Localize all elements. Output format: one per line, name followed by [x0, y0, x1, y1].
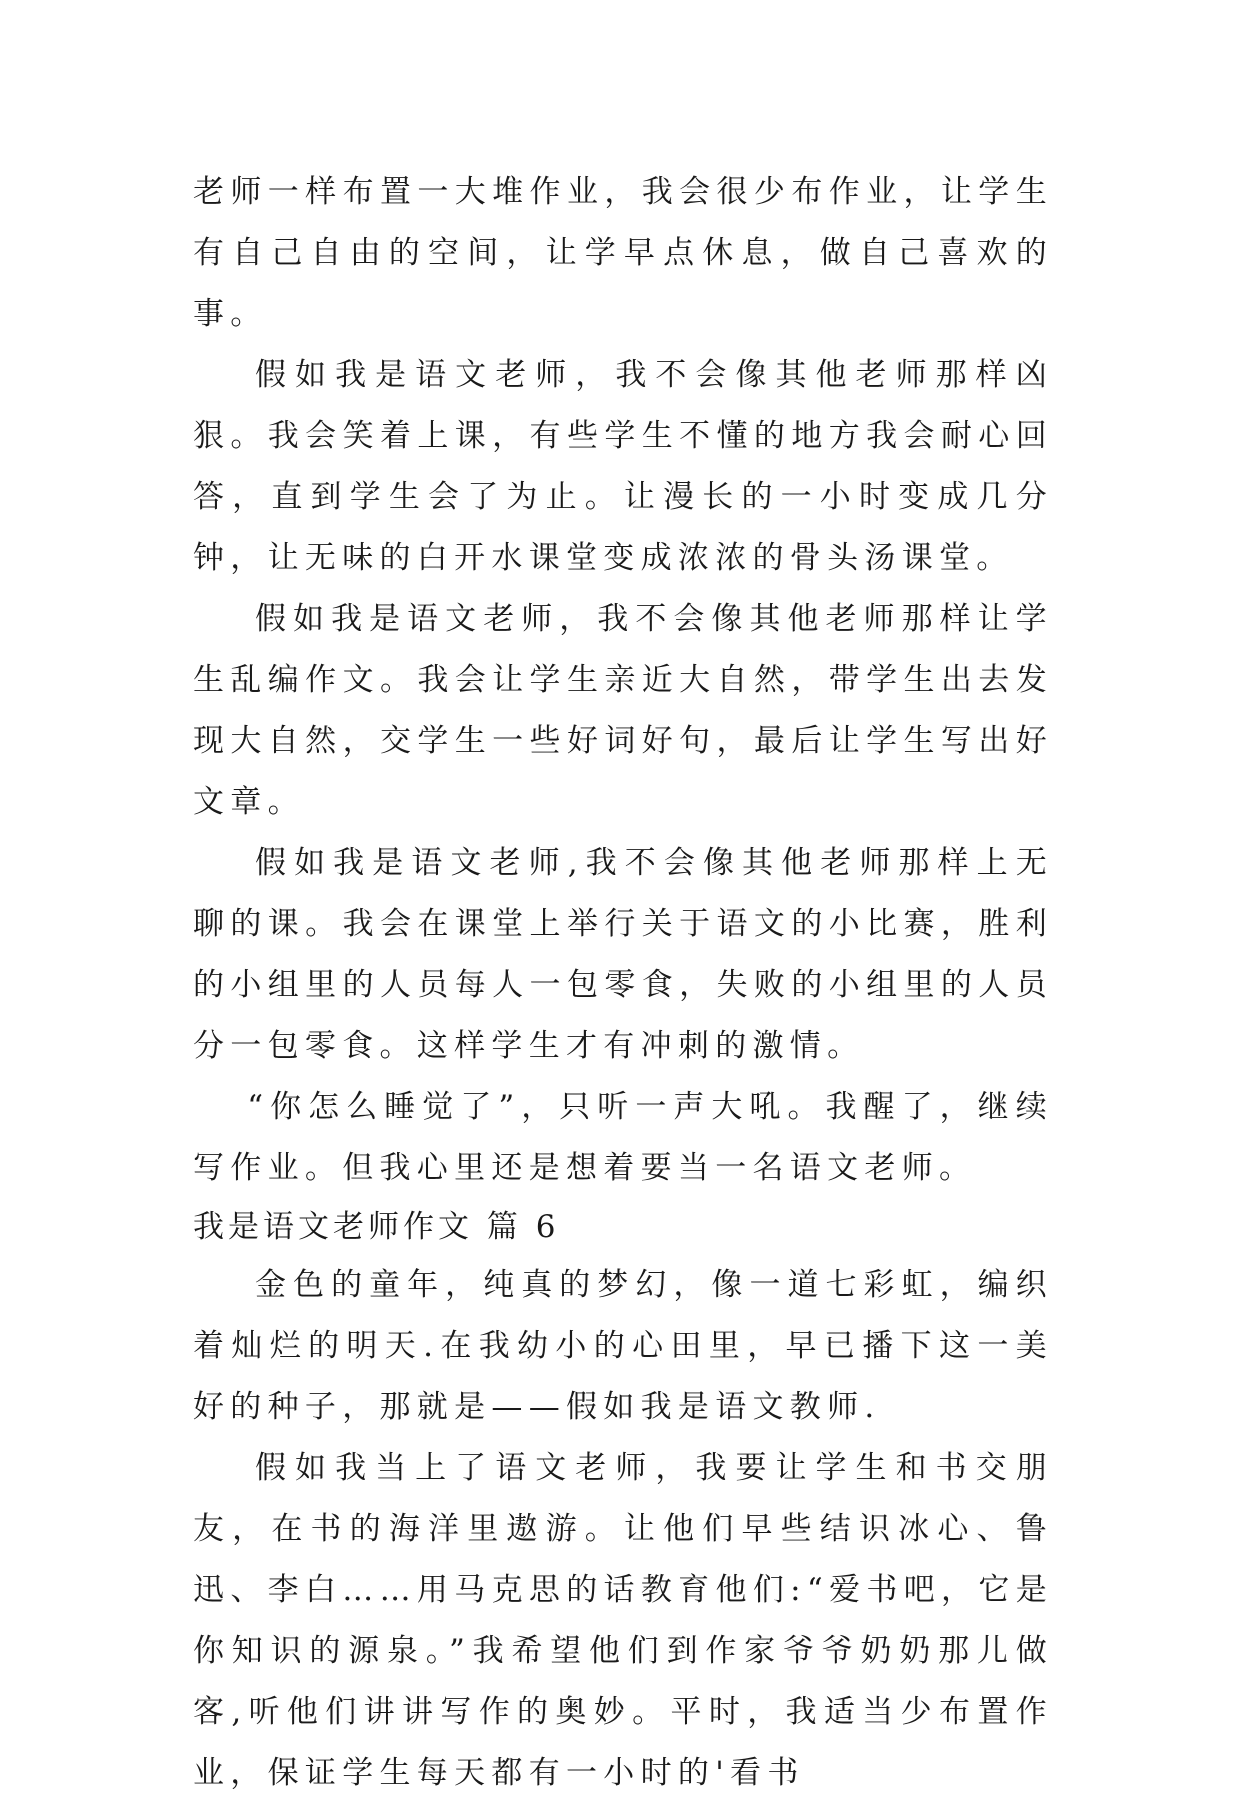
section-heading: 我是语文老师作文 篇 6	[193, 1209, 560, 1245]
paragraph-continuation: 老师一样布置一大堆作业，我会很少布作业，让学生有自己自由的空间，让学早点休息，做自己喜欢的事。	[193, 174, 1053, 332]
paragraph-waking-up: “你怎么睡觉了”，只听一声大吼。我醒了，继续写作业。但我心里还是想着要当一名语文老师。	[193, 1089, 1053, 1186]
paragraph-golden-childhood: 金色的童年，纯真的梦幻，像一道七彩虹，编织着灿烂的明天.在我幼小的心田里，早已播下这一美好的种子，那就是——假如我是语文教师.	[193, 1267, 1053, 1425]
paragraph-chinese-teacher-smiling: 假如我是语文老师，我不会像其他老师那样凶狠。我会笑着上课，有些学生不懂的地方我会耐心回答，直到学生会了为止。让漫长的一小时变成几分钟，让无味的白开水课堂变成浓浓的骨头汤课堂。	[193, 357, 1053, 576]
document-body	[193, 162, 1053, 1804]
paragraph-books-friends: 假如我当上了语文老师，我要让学生和书交朋友，在书的海洋里遨游。让他们早些结识冰心、鲁迅、李白……用马克思的话教育他们:“爱书吧，它是你知识的源泉。”我希望他们到作家爷爷奶奶那儿做客,听他们讲讲写作的奥妙。平时，我适当少布置作业，保证学生每天都有一小时的'看书	[193, 1450, 1053, 1791]
paragraph-chinese-teacher-contest: 假如我是语文老师,我不会像其他老师那样上无聊的课。我会在课堂上举行关于语文的小比赛，胜利的小组里的人员每人一包零食，失败的小组里的人员分一包零食。这样学生才有冲刺的激情。	[193, 845, 1053, 1064]
paragraph-chinese-teacher-nature: 假如我是语文老师，我不会像其他老师那样让学生乱编作文。我会让学生亲近大自然，带学生出去发现大自然，交学生一些好词好句，最后让学生写出好文章。	[193, 601, 1053, 820]
